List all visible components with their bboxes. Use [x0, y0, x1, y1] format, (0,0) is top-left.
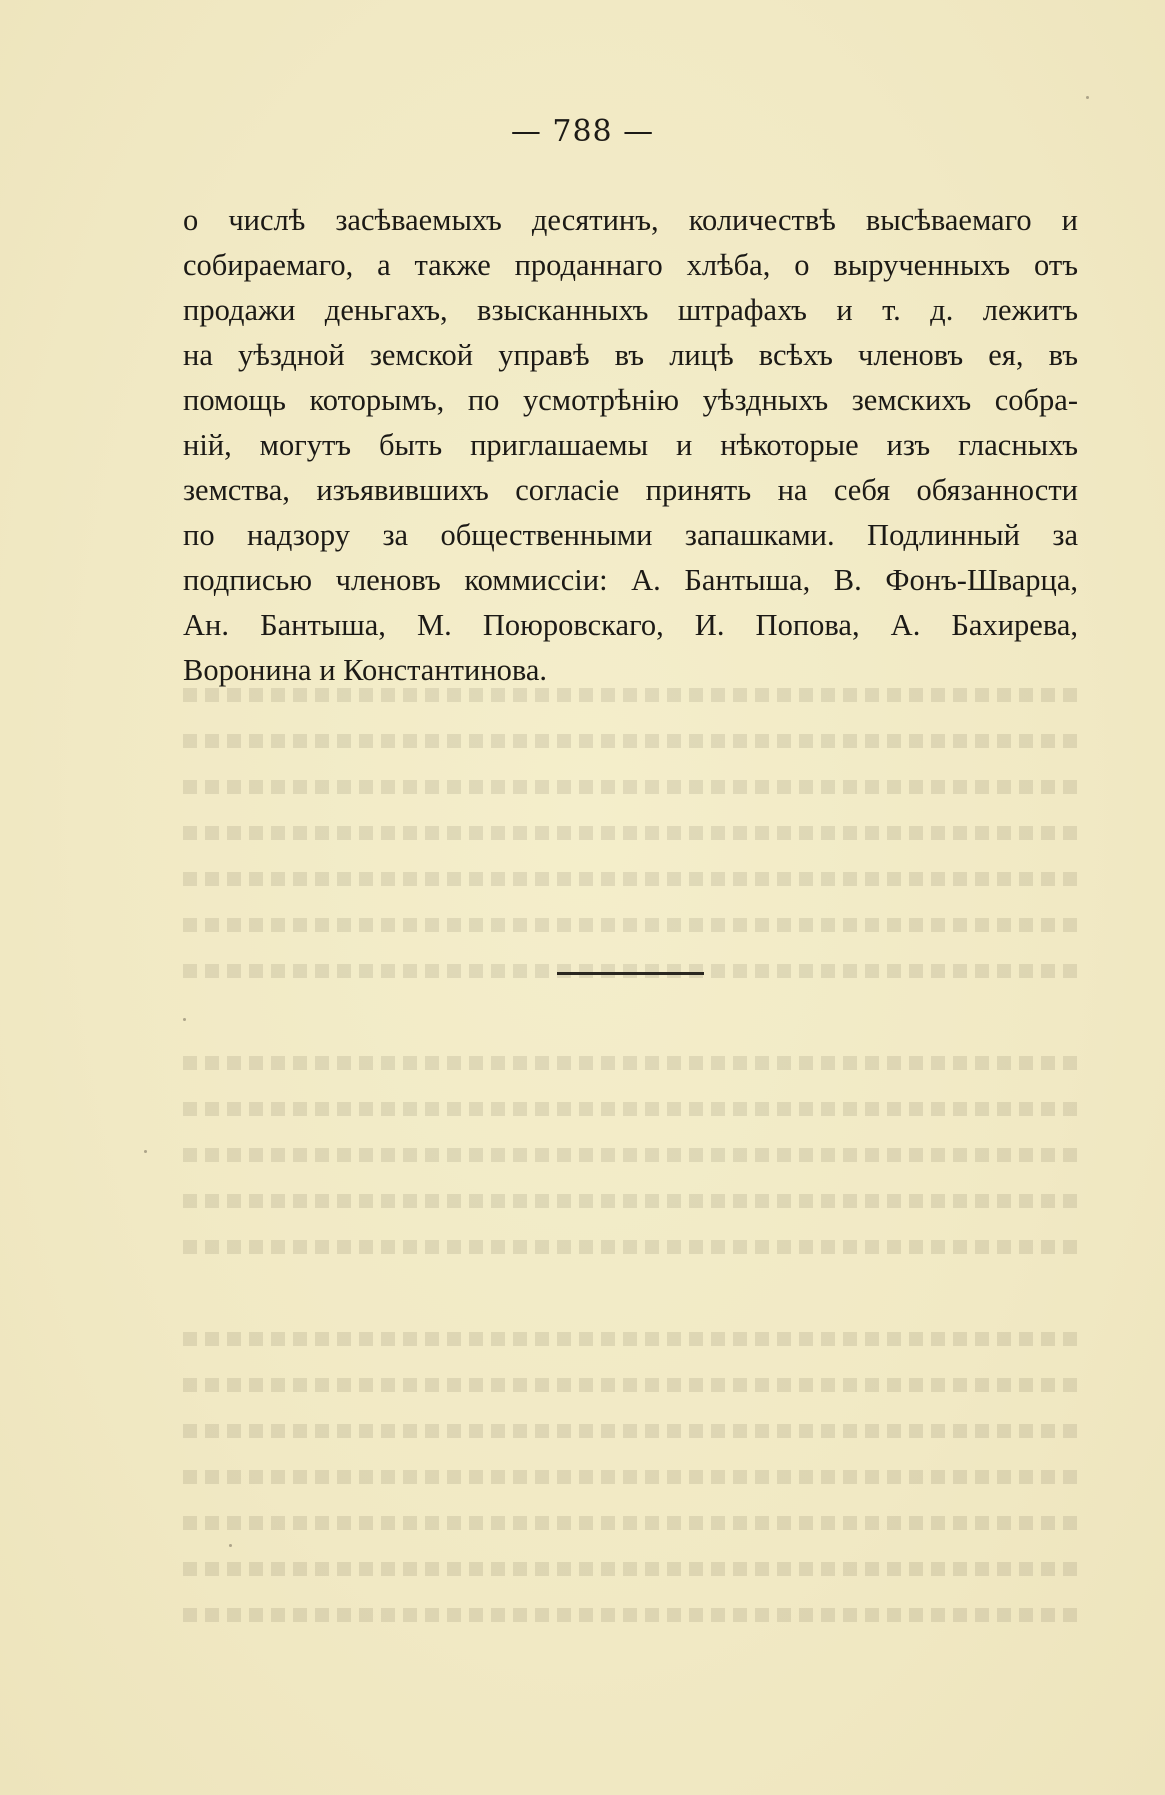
page-number: — 788 — — [510, 114, 655, 149]
text-line: Воронина и Константинова. — [183, 653, 548, 687]
text-line: подписью членовъ коммиссіи: А. Бантыша, В. Фонъ-Шварца, — [183, 563, 1078, 597]
paper-speck — [144, 1150, 147, 1153]
text-line: помощь которымъ, по усмотрѣнію уѣздныхъ земскихъ собра- — [183, 383, 1078, 417]
paper-speck — [229, 1544, 232, 1547]
text-line: собираемаго, а также проданнаго хлѣба, о вырученныхъ отъ — [183, 248, 1078, 282]
text-line: о числѣ засѣваемыхъ десятинъ, количествѣ высѣваемаго и — [183, 203, 1078, 237]
text-line: ній, могутъ быть приглашаемы и нѣкоторые изъ гласныхъ — [183, 428, 1078, 462]
paper-speck — [183, 1018, 186, 1021]
show-through-texture — [183, 672, 1078, 1572]
body-paragraph — [183, 198, 1078, 693]
text-line: Ан. Бантыша, М. Поюровскаго, И. Попова, А. Бахирева, — [183, 608, 1078, 642]
text-line: по надзору за общественными запашками. Подлинный за — [183, 518, 1078, 552]
text-line: продажи деньгахъ, взысканныхъ штрафахъ и т. д. лежитъ — [183, 293, 1078, 327]
paper-speck — [1086, 96, 1089, 99]
text-line: земства, изъявившихъ согласіе принять на себя обязанности — [183, 473, 1078, 507]
section-divider-rule — [557, 972, 704, 975]
text-line: на уѣздной земской управѣ въ лицѣ всѣхъ членовъ ея, въ — [183, 338, 1078, 372]
